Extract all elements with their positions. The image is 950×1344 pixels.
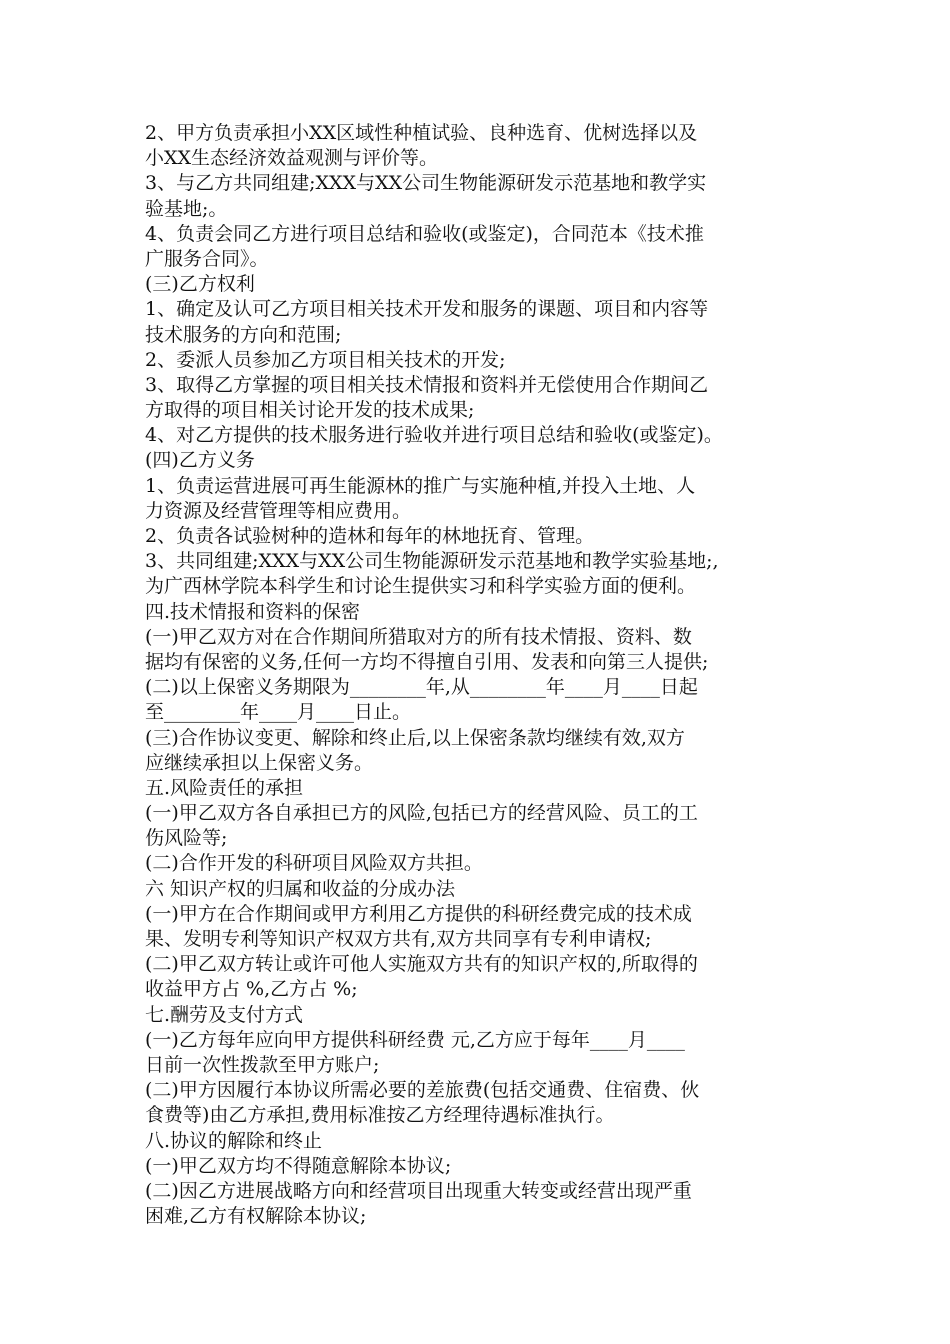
text-line: 至________年____月____日止。 — [145, 701, 412, 724]
text-line: 1、负责运营进展可再生能源林的推广与实施种植,并投入土地、人 — [145, 474, 696, 497]
text-line: 据均有保密的义务,任何一方均不得擅自引用、发表和向第三人提供; — [145, 650, 709, 673]
text-line: (二)甲方因履行本协议所需必要的差旅费(包括交通费、住宿费、伙 — [145, 1079, 700, 1102]
text-line: 小XX生态经济效益观测与评价等。 — [145, 147, 439, 170]
section-heading: (三)乙方权利 — [145, 273, 255, 296]
text-line: 伤风险等; — [145, 827, 228, 850]
text-line: (二)甲乙双方转让或许可他人实施双方共有的知识产权的,所取得的 — [145, 953, 698, 976]
text-line: 2、负责各试验树种的造林和每年的林地抚育、管理。 — [145, 525, 595, 547]
text-line: (二)因乙方进展战略方向和经营项目出现重大转变或经营出现严重 — [145, 1179, 692, 1202]
text-line: 2、甲方负责承担小XX区域性种植试验、良种选育、优树选择以及 — [145, 122, 698, 144]
text-line: (一)甲乙双方各自承担已方的风险,包括已方的经营风险、员工的工 — [145, 802, 698, 825]
document-body — [145, 121, 815, 1229]
text-line: (一)甲方在合作期间或甲方利用乙方提供的科研经费完成的技术成 — [145, 902, 692, 925]
text-line: 为广西林学院本科学生和讨论生提供实习和科学实验方面的便利。 — [145, 575, 697, 598]
text-line: 2、委派人员参加乙方项目相关技术的开发; — [145, 348, 506, 371]
text-line: 4、对乙方提供的技术服务进行验收并进行项目总结和验收(或鉴定)。 — [145, 424, 723, 447]
section-heading: 七.酬劳及支付方式 — [145, 1003, 304, 1026]
text-line: (二)以上保密义务期限为________年,从________年____月____日起 — [145, 676, 698, 699]
text-line: 日前一次性拨款至甲方账户; — [145, 1053, 380, 1076]
text-line: 应继续承担以上保密义务。 — [145, 751, 374, 774]
text-line: 3、共同组建;XXX与XX公司生物能源研发示范基地和教学实验基地;, — [145, 550, 719, 573]
text-line: (三)合作协议变更、解除和终止后,以上保密条款均继续有效,双方 — [145, 726, 685, 749]
text-line: 收益甲方占 %,乙方占 %; — [145, 978, 358, 1001]
text-line: 4、负责会同乙方进行项目总结和验收(或鉴定)，合同范本《技术推 — [145, 222, 704, 245]
section-heading: 八.协议的解除和终止 — [145, 1129, 323, 1152]
text-line: 食费等)由乙方承担,费用标准按乙方经理待遇标准执行。 — [145, 1104, 615, 1127]
text-line: (二)合作开发的科研项目风险双方共担。 — [145, 852, 483, 875]
text-line: 方取得的项目相关讨论开发的技术成果; — [145, 399, 475, 422]
section-heading: 六 知识产权的归属和收益的分成办法 — [145, 877, 456, 900]
text-line: (一)乙方每年应向甲方提供科研经费 元,乙方应于每年____月____ — [145, 1028, 685, 1051]
text-line: 果、发明专利等知识产权双方共有,双方共同享有专利申请权; — [145, 928, 652, 950]
text-line: 力资源及经营管理等相应费用。 — [145, 499, 412, 522]
text-line: 困难,乙方有权解除本协议; — [145, 1205, 367, 1228]
text-line: 广服务合同》。 — [145, 247, 269, 270]
text-line: 3、与乙方共同组建;XXX与XX公司生物能源研发示范基地和教学实 — [145, 172, 707, 195]
section-heading: 五.风险责任的承担 — [145, 776, 304, 799]
text-line: (一)甲乙双方对在合作期间所猎取对方的所有技术情报、资料、数 — [145, 625, 692, 648]
text-line: (一)甲乙双方均不得随意解除本协议; — [145, 1154, 452, 1177]
section-heading: 四.技术情报和资料的保密 — [145, 600, 361, 623]
text-line: 验基地;。 — [145, 197, 228, 220]
text-line: 技术服务的方向和范围; — [145, 323, 342, 346]
text-line: 3、取得乙方掌握的项目相关技术情报和资料并无偿使用合作期间乙 — [145, 373, 709, 396]
section-heading: (四)乙方义务 — [145, 449, 255, 472]
text-line: 1、确定及认可乙方项目相关技术开发和服务的课题、项目和内容等 — [145, 298, 709, 321]
